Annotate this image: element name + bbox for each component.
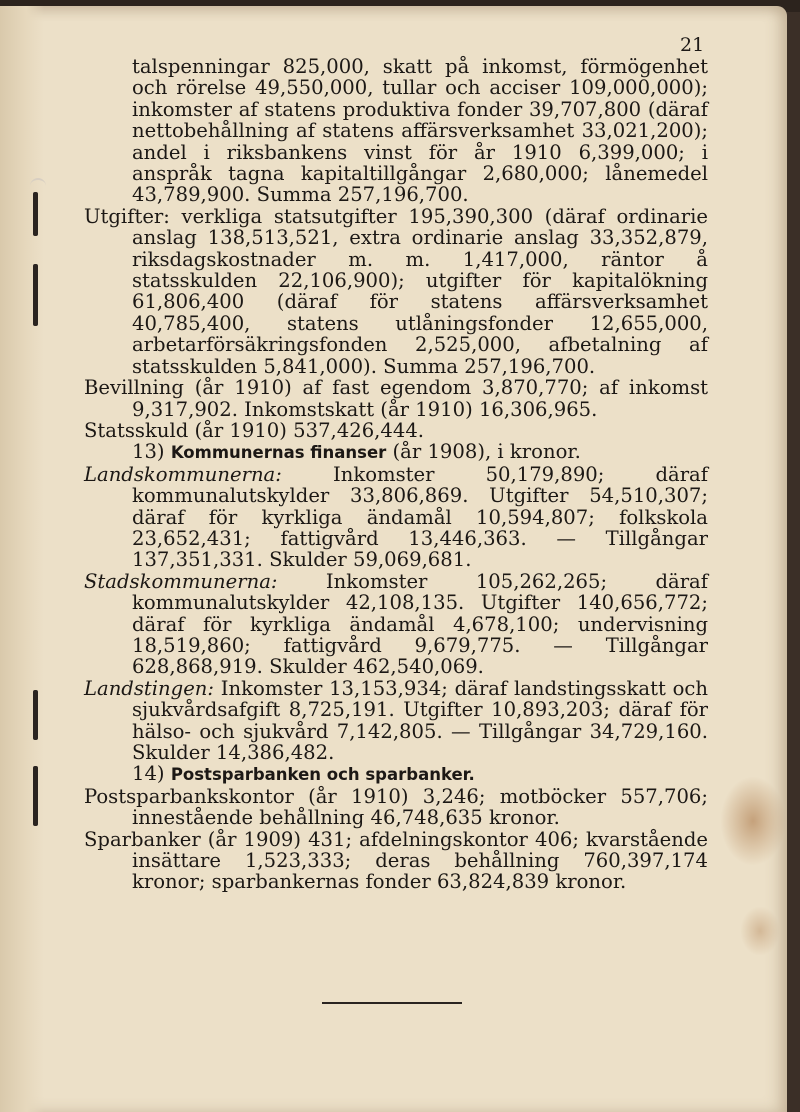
section-title: Kommunernas finanser: [170, 443, 387, 463]
binding-thread: [30, 178, 46, 188]
page-binding: [0, 6, 44, 1112]
section-subtitle: (år 1908), i kronor.: [386, 440, 581, 464]
section-heading-14: [84, 763, 708, 785]
foxing-stain: [740, 906, 780, 956]
paragraph-bevillning: Bevillning (år 1910) af fast egendom 3,870,770; af inkomst 9,317,902. Inkomstskatt (år 1910) 16,306,965.: [84, 376, 708, 421]
paragraph-sparbanker: Sparbanker (år 1909) 431; afdelningskontor 406; kvarstående insättare 1,523,333; deras behållning 760,397,174 kronor; sparbankernas fonder 63,824,839 kronor.: [84, 827, 708, 894]
foxing-stain: [720, 776, 786, 866]
paragraph-lead: Landskommunerna:: [84, 462, 282, 486]
paragraph-landstingen: [84, 678, 708, 764]
binding-stitch: [33, 690, 38, 740]
paragraph-body: Inkomster 13,153,934; däraf landstingsskatt och sjukvårdsafgift 8,725,191. Utgifter 10,893,203; däraf för hälso- och sjukvård 7,142,805. — Tillgångar 34,729,160. Skulder 14,386,482.: [132, 676, 708, 764]
paragraph-landskommunerna: [84, 464, 708, 571]
section-heading-13: [84, 441, 708, 463]
page-number: 21: [680, 34, 705, 56]
paragraph-postsparbank: Postsparbankskontor (år 1910) 3,246; motböcker 557,706; innestående behållning 46,748,635 kronor.: [84, 784, 708, 830]
paragraph-revenue: talspenningar 825,000, skatt på inkomst, förmögenhet och rörelse 49,550,000, tullar och acciser 109,000,000); inkomster af statens produktiva fonder 39,707,800 (däraf nettobehållning af statens affärsverksamhet 33,021,200); andel i riksbankens vinst för år 1910 6,399,000; i anspråk tagna kapitaltillgångar 2,680,000; lånemedel 43,789,900. Summa 257,196,700.: [132, 55, 708, 207]
section-number: 14): [132, 762, 165, 786]
end-rule: [322, 1002, 462, 1004]
paragraph-lead: Landstingen:: [84, 676, 215, 700]
section-title: Postsparbanken och sparbanker.: [170, 765, 475, 785]
binding-stitch: [33, 264, 38, 326]
paragraph-body: Inkomster 50,179,890; däraf kommunalutskylder 33,806,869. Utgifter 54,510,307; däraf för kyrkliga ändamål 10,594,807; folkskola 23,652,431; fattigvård 13,446,363. — Tillgångar 137,351,331. Skulder 59,069,681.: [132, 462, 708, 572]
binding-stitch: [33, 192, 38, 236]
binding-stitch: [33, 766, 38, 826]
paragraph-body: Inkomster 105,262,265; däraf kommunalutskylder 42,108,135. Utgifter 140,656,772; däraf för kyrkliga ändamål 4,678,100; undervisning 18,519,860; fattigvård 9,679,775. — Tillgångar 628,868,919. Skulder 462,540,069.: [132, 569, 708, 679]
page-text: [84, 56, 708, 893]
paragraph-stadskommunerna: [84, 571, 708, 678]
paragraph-expenditure: Utgifter: verkliga statsutgifter 195,390,300 (däraf ordinarie anslag 138,513,521, extra ordinarie anslag 33,352,879, riksdagskostnader m. m. 1,417,000, räntor å statsskulden 22,106,900); utgifter för kapitalökning 61,806,400 (däraf för statens affärsverksamhet 40,785,400, statens utlåningsfonder 12,655,000, arbetarförsäkringsfonden 2,525,000, afbetalning af statsskulden 5,841,000). Summa 257,196,700.: [84, 204, 708, 378]
paragraph-statsskuld: Statsskuld (år 1910) 537,426,444.: [84, 418, 425, 442]
paragraph-lead: Stadskommunerna:: [84, 569, 278, 593]
section-number: 13): [132, 440, 165, 464]
